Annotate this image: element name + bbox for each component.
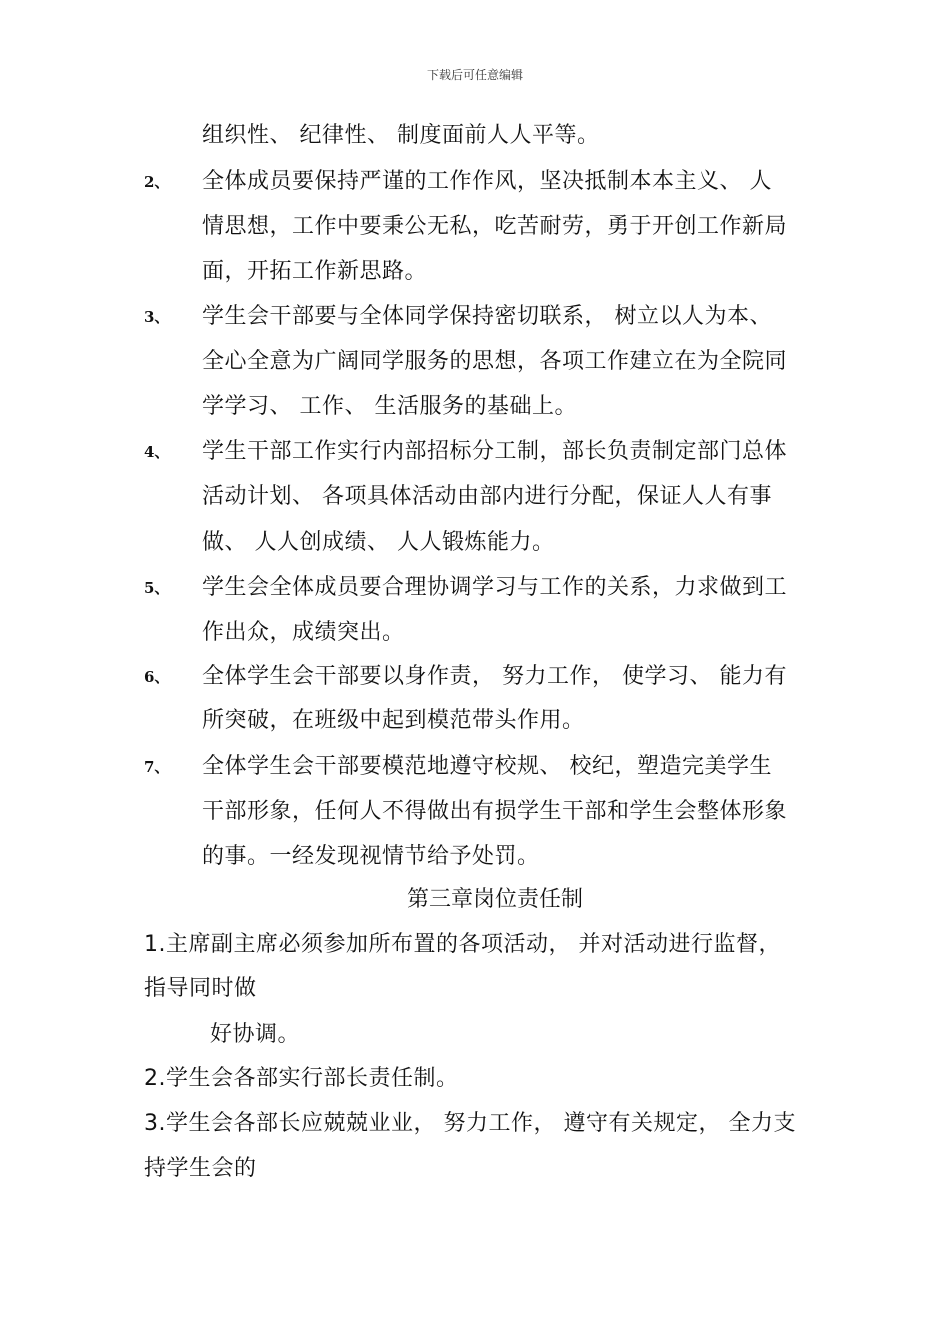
chapter-line: 持学生会的 xyxy=(144,1156,257,1181)
page-header: 下载后可任意编辑 xyxy=(426,68,523,82)
item-line: 做、 人人创成绩、 人人锻炼能力。 xyxy=(202,530,555,555)
item-number: 5、 xyxy=(144,579,170,597)
item-line: 作出众，成绩突出。 xyxy=(202,620,405,645)
item-line: 全体成员要保持严谨的工作作风，坚决抵制本本主义、 人 xyxy=(202,169,772,194)
chapter-line: 1.主席副主席必须参加所布置的各项活动， 并对活动进行监督， xyxy=(144,932,781,957)
item-line: 面，开拓工作新思路。 xyxy=(202,259,428,284)
item-line: 学生干部工作实行内部招标分工制，部长负责制定部门总体 xyxy=(202,439,788,464)
item-line: 学生会干部要与全体同学保持密切联系， 树立以人为本、 xyxy=(202,304,772,329)
item-line: 的事。一经发现视情节给予处罚。 xyxy=(202,844,540,869)
item-line: 情思想，工作中要秉公无私，吃苦耐劳，勇于开创工作新局 xyxy=(202,214,788,239)
item-line: 干部形象，任何人不得做出有损学生干部和学生会整体形象 xyxy=(202,799,788,824)
item-number: 7、 xyxy=(144,758,170,776)
item-line: 全心全意为广阔同学服务的思想，各项工作建立在为全院同 xyxy=(202,349,788,374)
chapter-line: 指导同时做 xyxy=(144,976,257,1001)
chapter-line: 好协调。 xyxy=(210,1022,301,1047)
item-line: 学生会全体成员要合理协调学习与工作的关系，力求做到工 xyxy=(202,575,788,600)
item-line: 全体学生会干部要模范地遵守校规、 校纪，塑造完美学生 xyxy=(202,754,772,779)
item-line: 全体学生会干部要以身作责， 努力工作， 使学习、 能力有 xyxy=(202,664,787,689)
item-number: 3、 xyxy=(144,308,170,326)
item-number: 2、 xyxy=(144,173,170,191)
item-line: 所突破，在班级中起到模范带头作用。 xyxy=(202,708,585,733)
chapter-title: 第三章岗位责任制 xyxy=(406,887,583,912)
item-number: 4、 xyxy=(144,443,170,461)
continuation-line: 组织性、 纪律性、 制度面前人人平等。 xyxy=(202,123,600,148)
item-line: 学学习、 工作、 生活服务的基础上。 xyxy=(202,394,577,419)
item-number: 6、 xyxy=(144,668,170,686)
chapter-line: 3.学生会各部长应兢兢业业， 努力工作， 遵守有关规定， 全力支 xyxy=(144,1111,796,1136)
chapter-line: 2.学生会各部实行部长责任制。 xyxy=(144,1066,459,1091)
item-line: 活动计划、 各项具体活动由部内进行分配，保证人人有事 xyxy=(202,484,772,509)
